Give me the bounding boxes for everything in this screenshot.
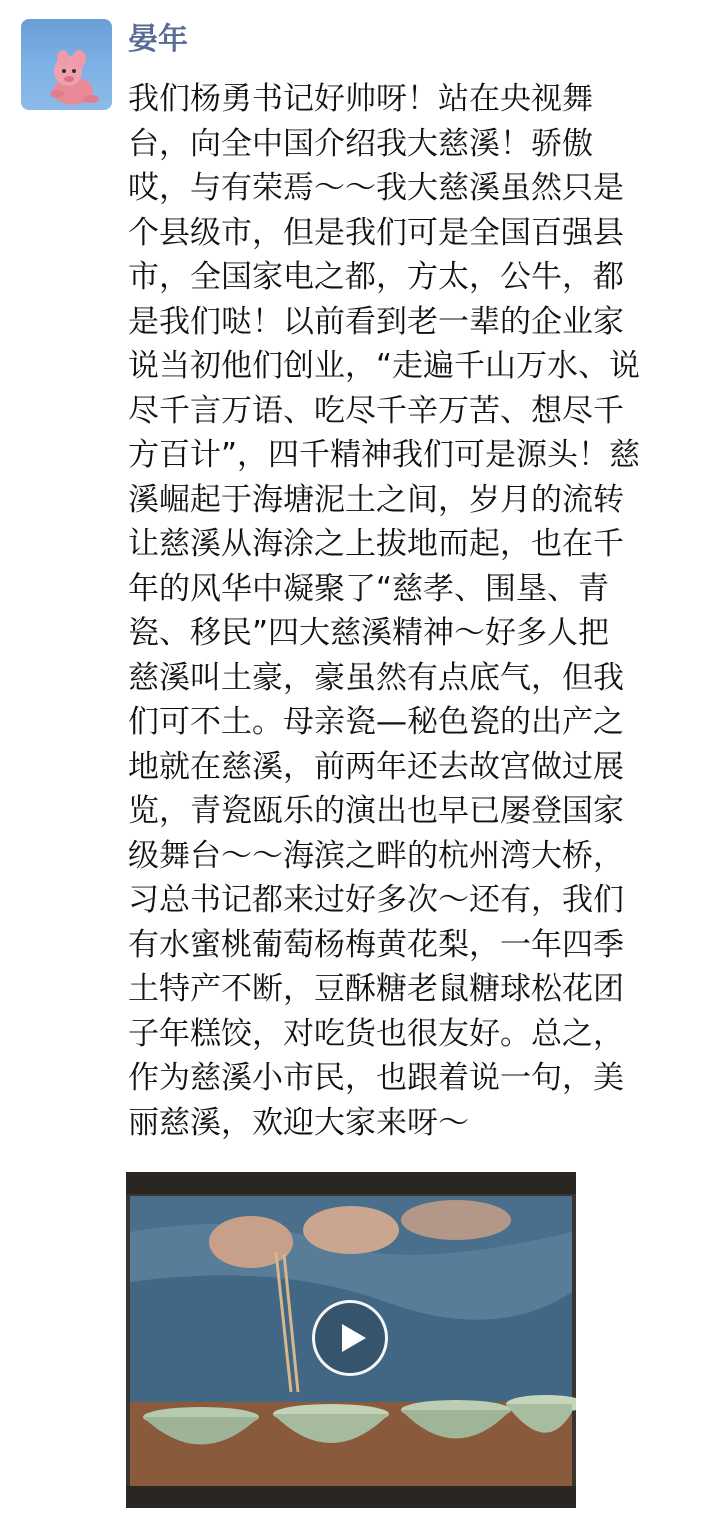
- post-text-line: 丽慈溪，欢迎大家来呀～: [128, 1104, 469, 1141]
- author-name[interactable]: 晏年: [128, 22, 188, 57]
- post-text-line: 台，向全中国介绍我大慈溪！骄傲: [128, 125, 593, 162]
- post-text-line: 是我们哒！以前看到老一辈的企业家: [128, 303, 624, 340]
- video-player[interactable]: [126, 1172, 576, 1508]
- post-text-line: 地就在慈溪，前两年还去故宫做过展: [128, 748, 624, 785]
- pink-toy-avatar-icon: [21, 19, 112, 110]
- post-text-line: 年的风华中凝聚了“慈孝、围垦、青: [128, 570, 610, 607]
- post-text-line: 个县级市，但是我们可是全国百强县: [128, 214, 624, 251]
- post-text-line: 尽千言万语、吃尽千辛万苦、想尽千: [128, 392, 624, 429]
- play-button[interactable]: [312, 1300, 388, 1376]
- post-text-line: 级舞台～～海滨之畔的杭州湾大桥，: [128, 837, 624, 874]
- post-text-line: 有水蜜桃葡萄杨梅黄花梨，一年四季: [128, 926, 624, 963]
- post-text-line: 哎，与有荣焉～～我大慈溪虽然只是: [128, 170, 624, 206]
- post-text-line: 慈溪叫土豪，豪虽然有点底气，但我: [128, 659, 624, 696]
- post-text-line: 让慈溪从海涂之上拔地而起，也在千: [128, 526, 624, 562]
- post-text-line: 瓷、移民”四大慈溪精神～好多人把: [128, 615, 610, 651]
- post-text-line: 览，青瓷瓯乐的演出也早已屡登国家: [128, 793, 624, 829]
- post-text-line: 们可不土。母亲瓷—秘色瓷的出产之: [128, 704, 624, 740]
- play-icon: [342, 1324, 366, 1352]
- post-text-line: 市，全国家电之都，方太，公牛，都: [128, 259, 624, 295]
- post-text-line: 我们杨勇书记好帅呀！站在央视舞: [128, 81, 593, 117]
- post-text-line: 子年糕饺，对吃货也很友好。总之，: [128, 1015, 624, 1052]
- post-text-line: 方百计”，四千精神我们可是源头！慈: [128, 437, 641, 473]
- avatar[interactable]: [21, 19, 112, 110]
- post-text-line: 作为慈溪小市民，也跟着说一句，美: [128, 1060, 624, 1096]
- post-text-line: 习总书记都来过好多次～还有，我们: [128, 882, 624, 918]
- post-text-line: 土特产不断，豆酥糖老鼠糖球松花团: [128, 971, 624, 1007]
- post-text-line: 溪崛起于海塘泥土之间，岁月的流转: [128, 481, 624, 518]
- post-text-line: 说当初他们创业，“走遍千山万水、说: [128, 348, 641, 384]
- post-text: [128, 77, 688, 1145]
